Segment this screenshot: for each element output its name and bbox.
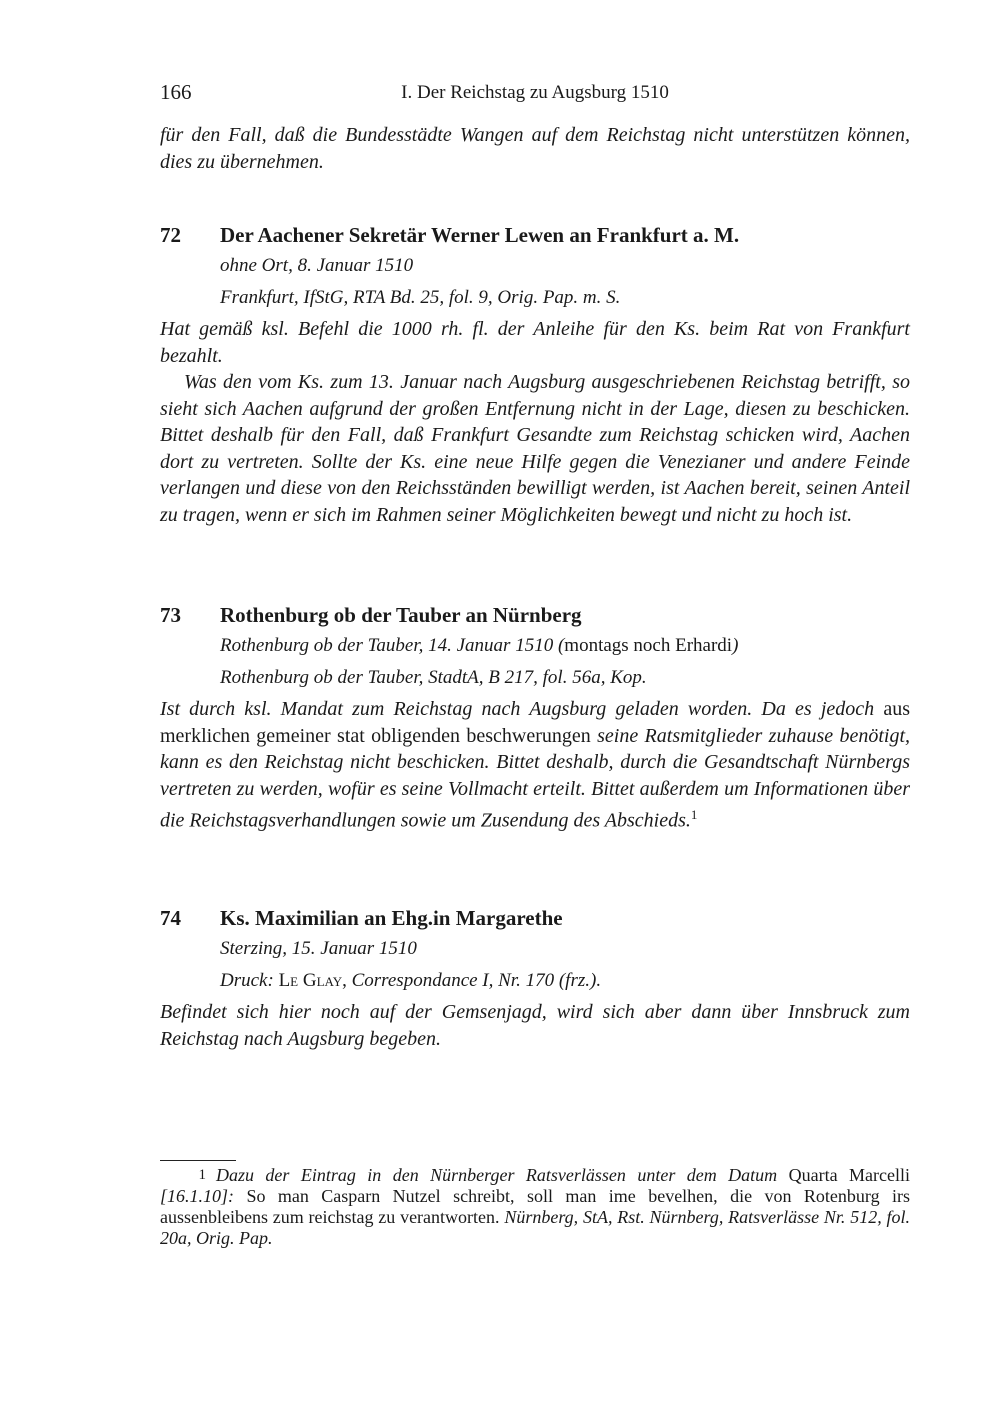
entry-title: Der Aachener Sekretär Werner Lewen an Frankfurt a. M. xyxy=(220,223,740,247)
entry-title: Rothenburg ob der Tauber an Nürnberg xyxy=(220,603,582,627)
entry-date xyxy=(160,630,910,662)
summary-text: Befindet sich hier noch auf der Gemsenjagd, wird sich aber dann über Innsbruck zum Reichstag nach Augsburg begeben. xyxy=(160,1001,910,1050)
continuation-italic: für den Fall, daß die Bundesstädte Wangen auf dem Reichstag nicht unterstützen können, dies zu übernehmen. xyxy=(160,124,910,173)
date-close: ) xyxy=(732,635,739,656)
footnote-source: Nürnberg, StA, Rst. Nürnberg, Ratsverlässe Nr. 512, fol. 20a, Orig. Pap. xyxy=(160,1207,910,1248)
entry-heading xyxy=(160,906,910,931)
entry-source xyxy=(160,965,910,997)
entry-date: Sterzing, 15. Januar 1510 xyxy=(220,938,417,959)
entry-summary-2 xyxy=(160,369,910,528)
entry-72 xyxy=(160,223,910,528)
entry-source: Rothenburg ob der Tauber, StadtA, B 217, fol. 56a, Kop. xyxy=(220,667,647,688)
footnote-text: Dazu der Eintrag in den Nürnberger Ratsverlässen unter dem Datum xyxy=(216,1165,778,1185)
summary-text: Ist durch ksl. Mandat zum Reichstag nach Augsburg geladen worden. Da es jedoch xyxy=(160,698,875,720)
footnote-date: [16.1.10]: xyxy=(160,1186,235,1206)
source-quote: aus merklichen gemeiner stat obligenden beschwerungen xyxy=(160,698,911,747)
summary-text: seine Ratsmitglieder zuhause benötigt, kann es den Reichstag nicht beschicken. Bittet deshalb, durch die Gesandtschaft Nürnbergs vertreten zu werden, wofür es seine Vollmacht erteilt. Bittet außerdem um Informationen über die Reichstagsverhandlungen sowie um Zusendung des Abschieds. xyxy=(160,724,910,832)
entry-summary xyxy=(160,696,910,834)
entry-summary xyxy=(160,999,910,1052)
entry-summary xyxy=(160,316,910,369)
entry-number: 72 xyxy=(160,223,181,247)
entry-heading xyxy=(160,603,910,628)
page-number: 166 xyxy=(160,80,192,104)
entry-number: 74 xyxy=(160,906,181,930)
footnote-quote: Quarta Marcelli xyxy=(788,1165,910,1185)
footnote-number: 1 xyxy=(198,1167,206,1183)
source-label: Druck: xyxy=(220,970,274,991)
entry-heading xyxy=(160,223,910,248)
entry-date: ohne Ort, 8. Januar 1510 xyxy=(220,255,414,276)
summary-text: Hat gemäß ksl. Befehl die 1000 rh. fl. der Anleihe für den Ks. beim Rat von Frankfurt bezahlt. xyxy=(160,318,910,367)
source-text: Correspondance I, Nr. 170 (frz.). xyxy=(351,970,602,991)
entry-title: Ks. Maximilian an Ehg.in Margarethe xyxy=(220,906,563,930)
date-quote: montags noch Erhardi xyxy=(564,635,733,656)
date-text: Rothenburg ob der Tauber, 14. Januar 1510 ( xyxy=(220,635,565,656)
entry-source: Frankfurt, IfStG, RTA Bd. 25, fol. 9, Orig. Pap. m. S. xyxy=(220,287,621,308)
entry-73 xyxy=(160,603,910,834)
entry-number: 73 xyxy=(160,603,181,627)
entry-74 xyxy=(160,906,910,1052)
running-title: I. Der Reichstag zu Augsburg 1510 xyxy=(401,82,669,103)
footnote-divider xyxy=(160,1160,236,1161)
footnote-quote: So man Casparn Nutzel schreibt, soll man ime bevelhen, die von Rotenburg irs aussenbleibens zum reichstag zu verantworten. xyxy=(160,1186,910,1227)
continuation-text xyxy=(160,122,910,175)
footnote xyxy=(160,1165,910,1249)
footnote-ref[interactable]: 1 xyxy=(690,807,698,822)
source-author: Le Glay, xyxy=(278,970,347,991)
summary-text: Was den vom Ks. zum 13. Januar nach Augsburg ausgeschriebenen Reichstag betrifft, so sieht sich Aachen aufgrund der großen Entfernung nicht in der Lage, diesen zu beschicken. Bittet deshalb für den Fall, daß Frankfurt Gesandte zum Reichstag schicken wird, Aachen dort zu vertreten. Sollte der Ks. eine neue Hilfe gegen die Venezianer und andere Feinde verlangen und diese von den Reichsständen bewilligt werden, ist Aachen bereit, seinen Anteil zu tragen, wenn er sich im Rahmen seiner Möglichkeiten bewegt und nicht zu hoch ist. xyxy=(160,371,910,526)
